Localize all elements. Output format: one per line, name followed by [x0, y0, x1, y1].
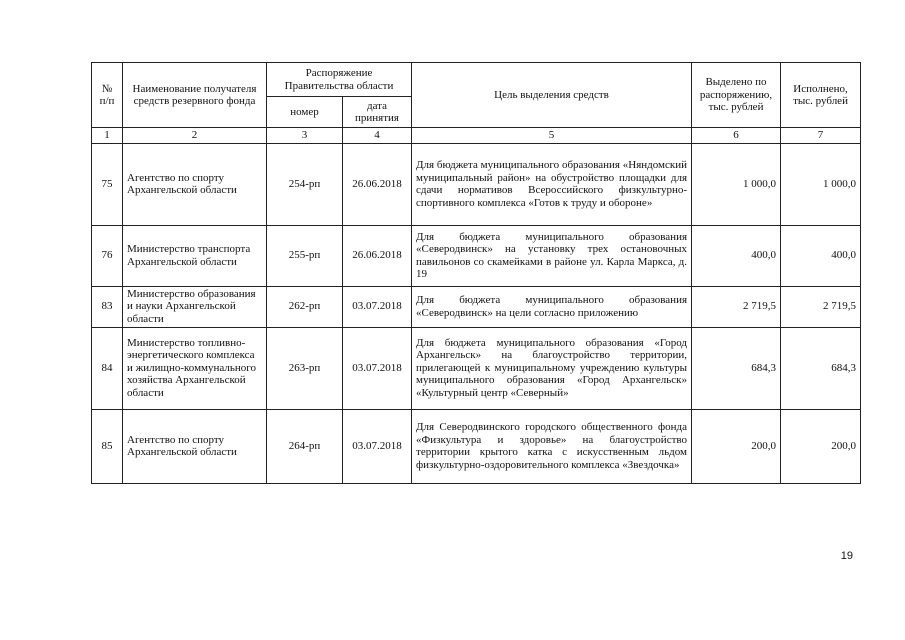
recipient-cell: Министерство образования и науки Архангельской области: [123, 286, 267, 327]
column-number: 3: [267, 128, 343, 144]
header-executed: Исполнено, тыс. рублей: [781, 63, 861, 128]
recipient-cell: Министерство транспорта Архангельской области: [123, 225, 267, 286]
row-number: 76: [92, 225, 123, 286]
allocated-cell: 200,0: [692, 409, 781, 483]
order-number-cell: 255-рп: [267, 225, 343, 286]
order-date-cell: 26.06.2018: [343, 225, 412, 286]
recipient-cell: Министерство топливно-энергетического комплекса и жилищно-коммунального хозяйства Архангельской области: [123, 327, 267, 409]
allocated-cell: 400,0: [692, 225, 781, 286]
order-number-cell: 263-рп: [267, 327, 343, 409]
table-row: [92, 143, 861, 225]
table-row: [92, 409, 861, 483]
purpose-cell: Для бюджета муниципального образования «Северодвинск» на цели согласно приложению: [412, 286, 692, 327]
executed-cell: 684,3: [781, 327, 861, 409]
page-number: 19: [840, 550, 853, 562]
row-number: 85: [92, 409, 123, 483]
table-row: [92, 225, 861, 286]
executed-cell: 400,0: [781, 225, 861, 286]
header-order-date: дата принятия: [343, 97, 412, 128]
header-no: № п/п: [92, 63, 123, 128]
row-number: 83: [92, 286, 123, 327]
header-order-group: Распоряжение Правительства области: [267, 63, 412, 97]
column-number: 7: [781, 128, 861, 144]
purpose-cell: Для бюджета муниципального образования «Няндомский муниципальный район» на обустройство площадки для сдачи нормативов Всероссийского физкультурно-спортивного комплекса «Готов к труду и обороне»: [412, 143, 692, 225]
order-date-cell: 03.07.2018: [343, 409, 412, 483]
purpose-cell: Для бюджета муниципального образования «Город Архангельск» на благоустройство территории, прилегающей к муниципальному учреждению культуры муниципального образования «Город Архангельск» «Культурный центр «Северный»: [412, 327, 692, 409]
column-number: 1: [92, 128, 123, 144]
order-number-cell: 264-рп: [267, 409, 343, 483]
order-date-cell: 03.07.2018: [343, 327, 412, 409]
order-date-cell: 26.06.2018: [343, 143, 412, 225]
row-number: 84: [92, 327, 123, 409]
executed-cell: 1 000,0: [781, 143, 861, 225]
purpose-cell: Для бюджета муниципального образования «Северодвинск» на установку трех остановочных павильонов со скамейками в районе ул. Карла Маркса, д. 19: [412, 225, 692, 286]
recipient-cell: Агентство по спорту Архангельской области: [123, 143, 267, 225]
purpose-cell: Для Северодвинского городского общественного фонда «Физкультура и здоровье» на благоустройство территории крытого катка с искусственным льдом физкультурно-оздоровительного комплекса «Звездочка»: [412, 409, 692, 483]
allocated-cell: 684,3: [692, 327, 781, 409]
column-number: 4: [343, 128, 412, 144]
recipient-cell: Агентство по спорту Архангельской области: [123, 409, 267, 483]
allocated-cell: 1 000,0: [692, 143, 781, 225]
header-recipient: Наименование получателя средств резервного фонда: [123, 63, 267, 128]
header-order-number: номер: [267, 97, 343, 128]
reserve-fund-table: [91, 62, 861, 484]
row-number: 75: [92, 143, 123, 225]
header-allocated: Выделено по распоряжению, тыс. рублей: [692, 63, 781, 128]
executed-cell: 200,0: [781, 409, 861, 483]
column-number: 2: [123, 128, 267, 144]
executed-cell: 2 719,5: [781, 286, 861, 327]
allocated-cell: 2 719,5: [692, 286, 781, 327]
column-number: 6: [692, 128, 781, 144]
table-row: [92, 286, 861, 327]
order-number-cell: 262-рп: [267, 286, 343, 327]
order-date-cell: 03.07.2018: [343, 286, 412, 327]
header-purpose: Цель выделения средств: [412, 63, 692, 128]
column-number: 5: [412, 128, 692, 144]
order-number-cell: 254-рп: [267, 143, 343, 225]
table-row: [92, 327, 861, 409]
